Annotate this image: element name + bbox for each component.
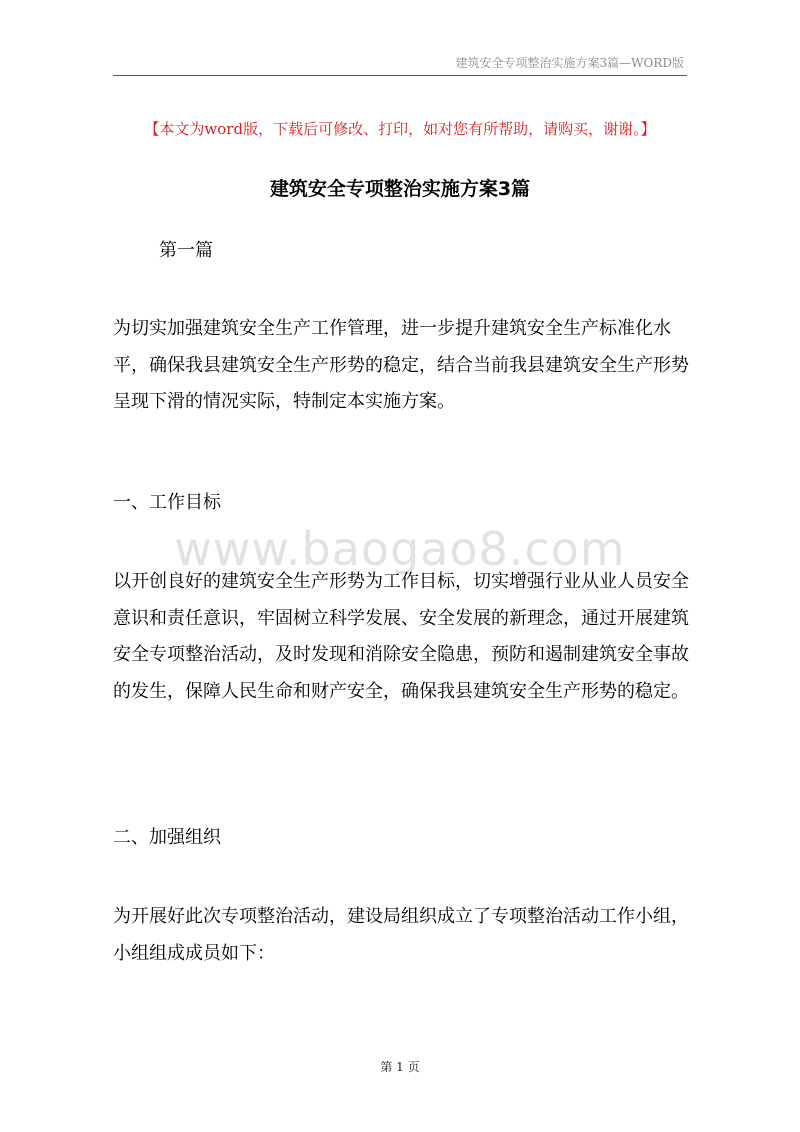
heading-organization: 二、加强组织 — [113, 827, 221, 848]
page-number: 第 1 页 — [380, 1060, 420, 1074]
watermark: www.baogao8.com — [174, 522, 626, 576]
heading-work-goal: 一、工作目标 — [113, 492, 221, 513]
paragraph-organization: 为开展好此次专项整治活动，建设局组织成立了专项整治活动工作小组，小组组成成员如下： — [113, 906, 689, 964]
purchase-notice: 【本文为word版，下载后可修改、打印，如对您有所帮助，请购买，谢谢。】 — [144, 120, 656, 138]
paragraph-intro: 为切实加强建筑安全生产工作管理，进一步提升建筑安全生产标准化水平，确保我县建筑安全生产形势的稳定，结合当前我县建筑安全生产形势呈现下滑的情况实际，特制定本实施方案。 — [113, 318, 689, 412]
running-header: 建筑安全专项整治实施方案3篇—WORD版 — [455, 56, 684, 70]
document-title: 建筑安全专项整治实施方案3篇 — [269, 178, 531, 200]
section-label: 第一篇 — [159, 240, 213, 261]
paragraph-work-goal: 以开创良好的建筑安全生产形势为工作目标，切实增强行业从业人员安全意识和责任意识，牢固树立科学发展、安全发展的新理念，通过开展建筑安全专项整治活动，及时发现和消除安全隐患，预防和遏制建筑安全事故的发生，保障人民生命和财产安全，确保我县建筑安全生产形势的稳定。 — [113, 571, 689, 702]
header-divider — [113, 75, 687, 76]
